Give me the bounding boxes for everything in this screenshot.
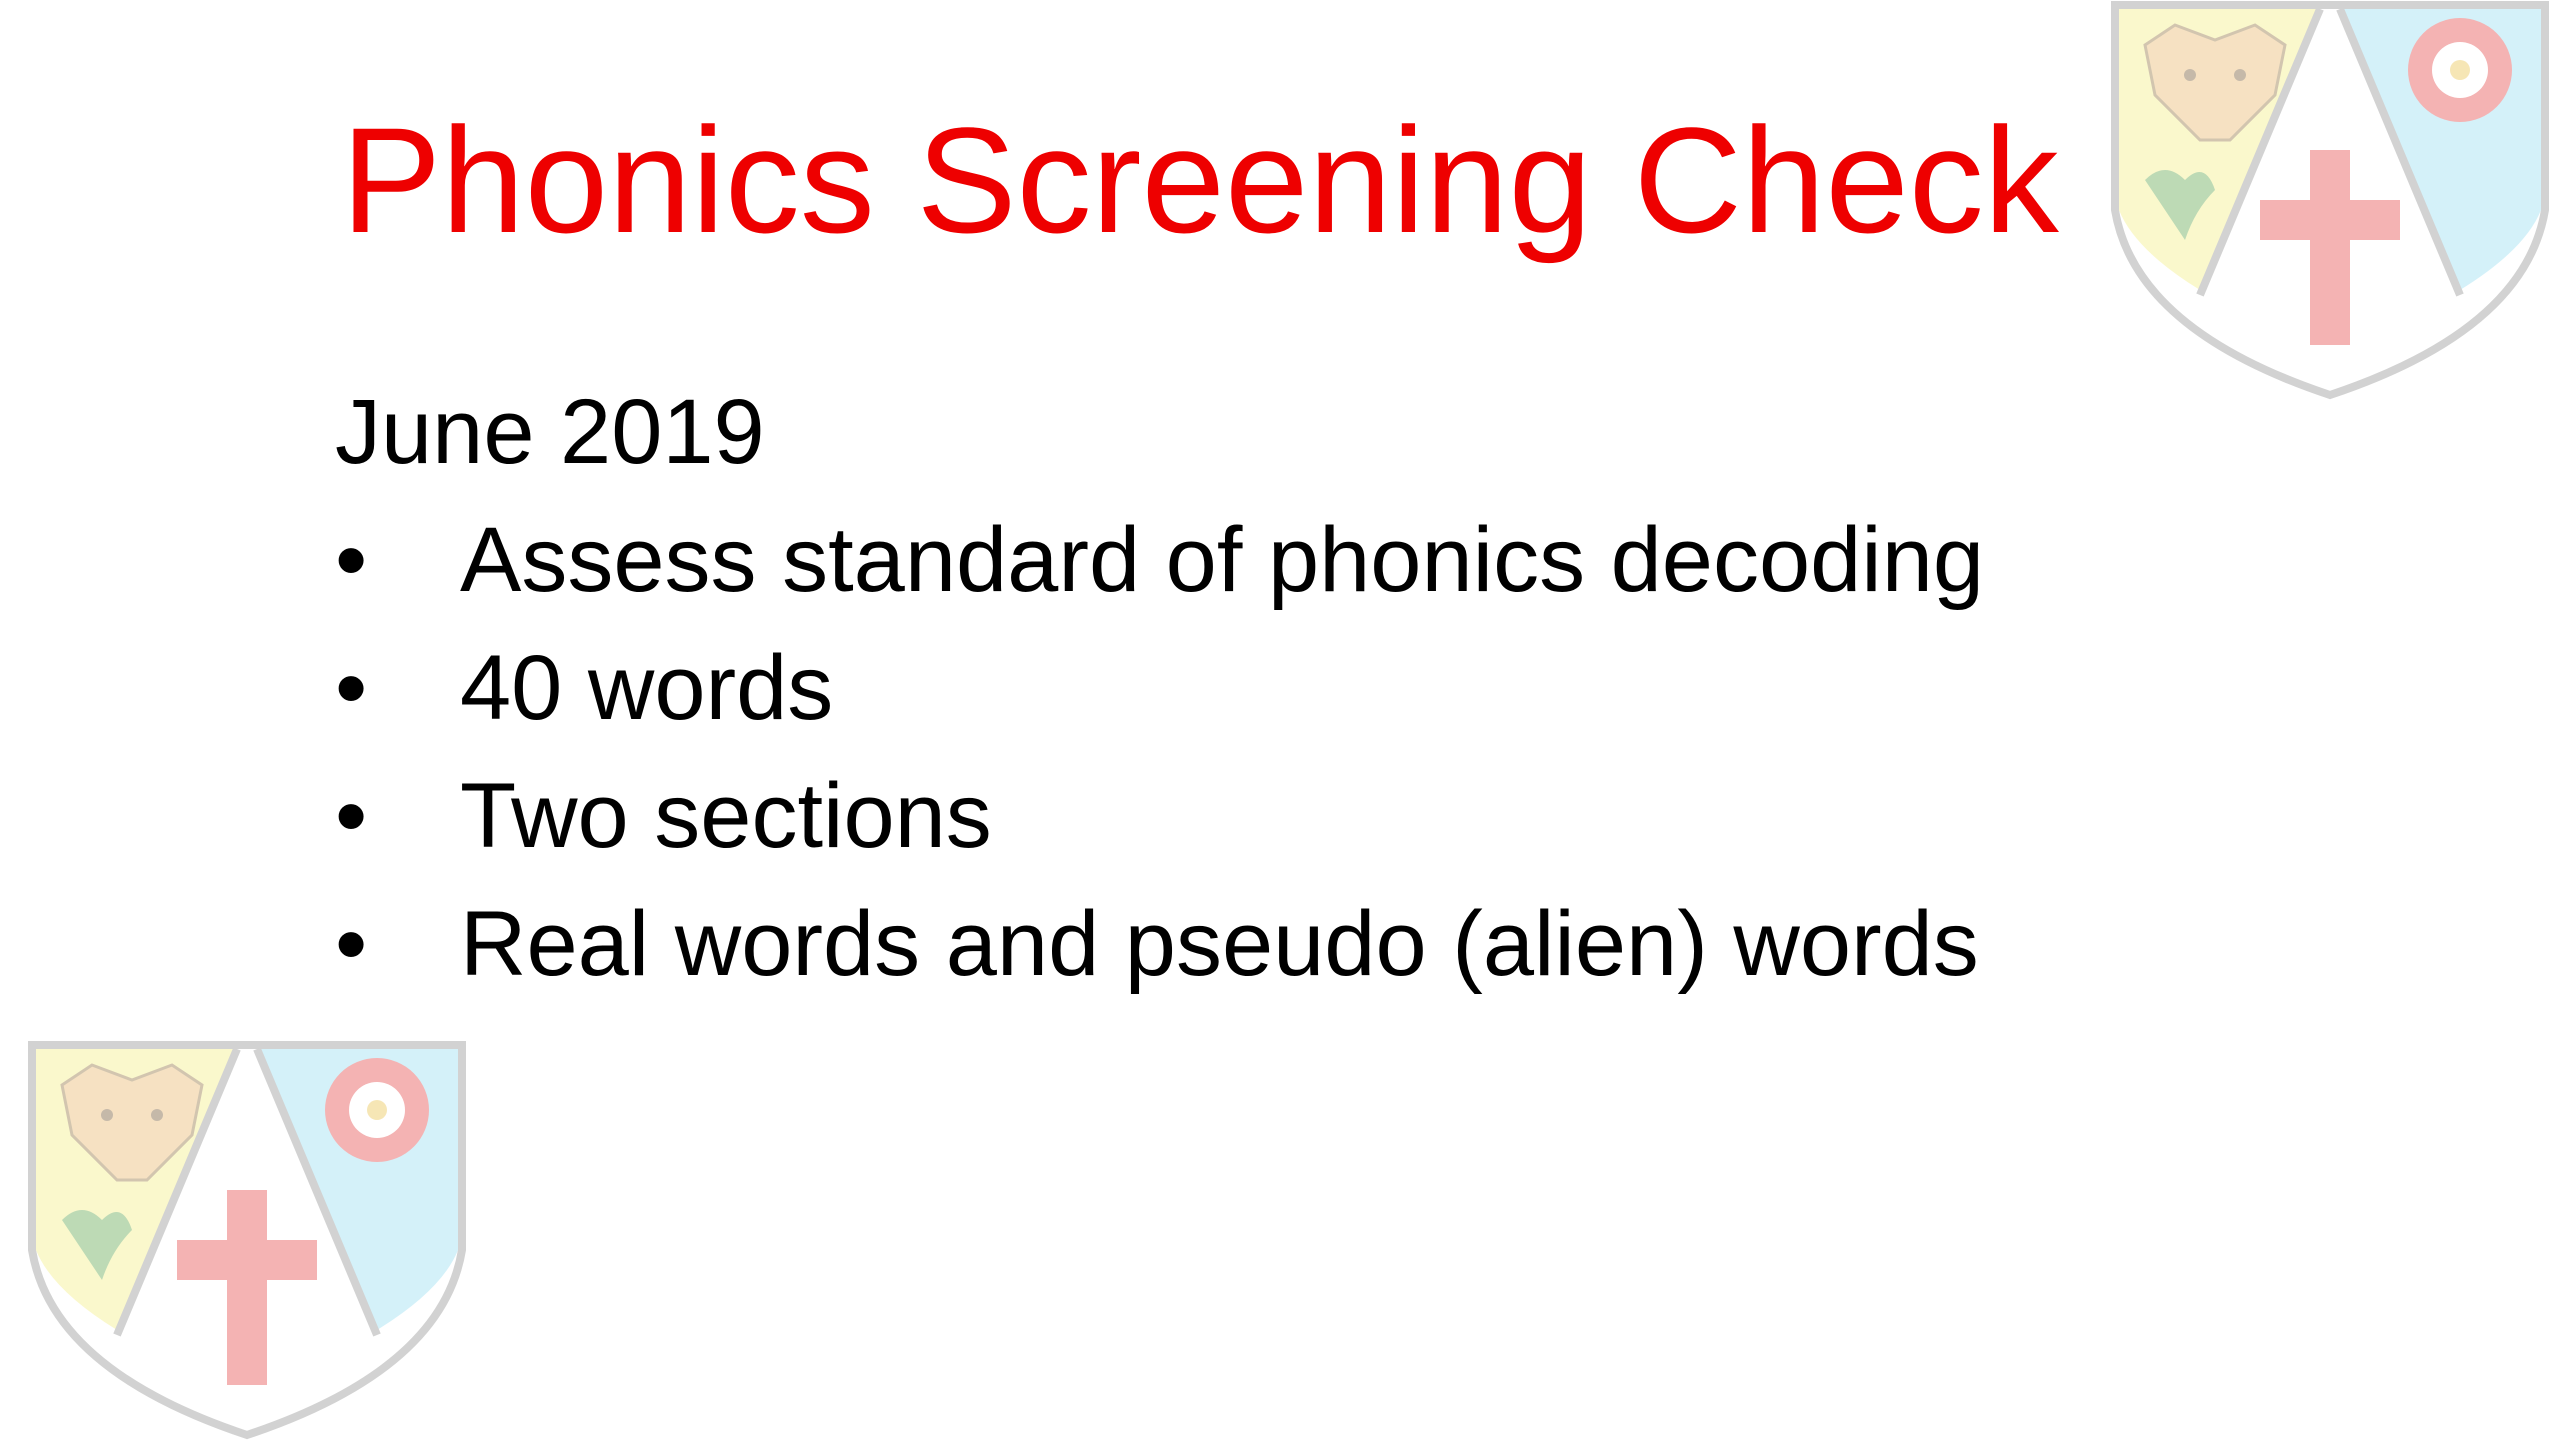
bullet-text: Two sections xyxy=(460,765,992,867)
date-line: June 2019 xyxy=(335,381,765,483)
school-crest-icon xyxy=(22,1040,472,1440)
list-item xyxy=(335,752,2235,880)
bullet-text: Assess standard of phonics decoding xyxy=(460,509,1985,611)
bullet-dot: • xyxy=(335,765,368,867)
bullet-text: Real words and pseudo (alien) words xyxy=(460,893,1979,995)
bullet-text: 40 words xyxy=(460,637,834,739)
list-item xyxy=(335,496,2235,624)
slide-title: Phonics Screening Check xyxy=(341,96,2059,264)
list-item xyxy=(335,880,2235,1008)
list-item xyxy=(335,624,2235,752)
slide-body xyxy=(335,368,2235,1008)
bullet-dot: • xyxy=(335,893,368,995)
bullet-list xyxy=(335,496,2235,1008)
bullet-dot: • xyxy=(335,637,368,739)
bullet-dot: • xyxy=(335,509,368,611)
